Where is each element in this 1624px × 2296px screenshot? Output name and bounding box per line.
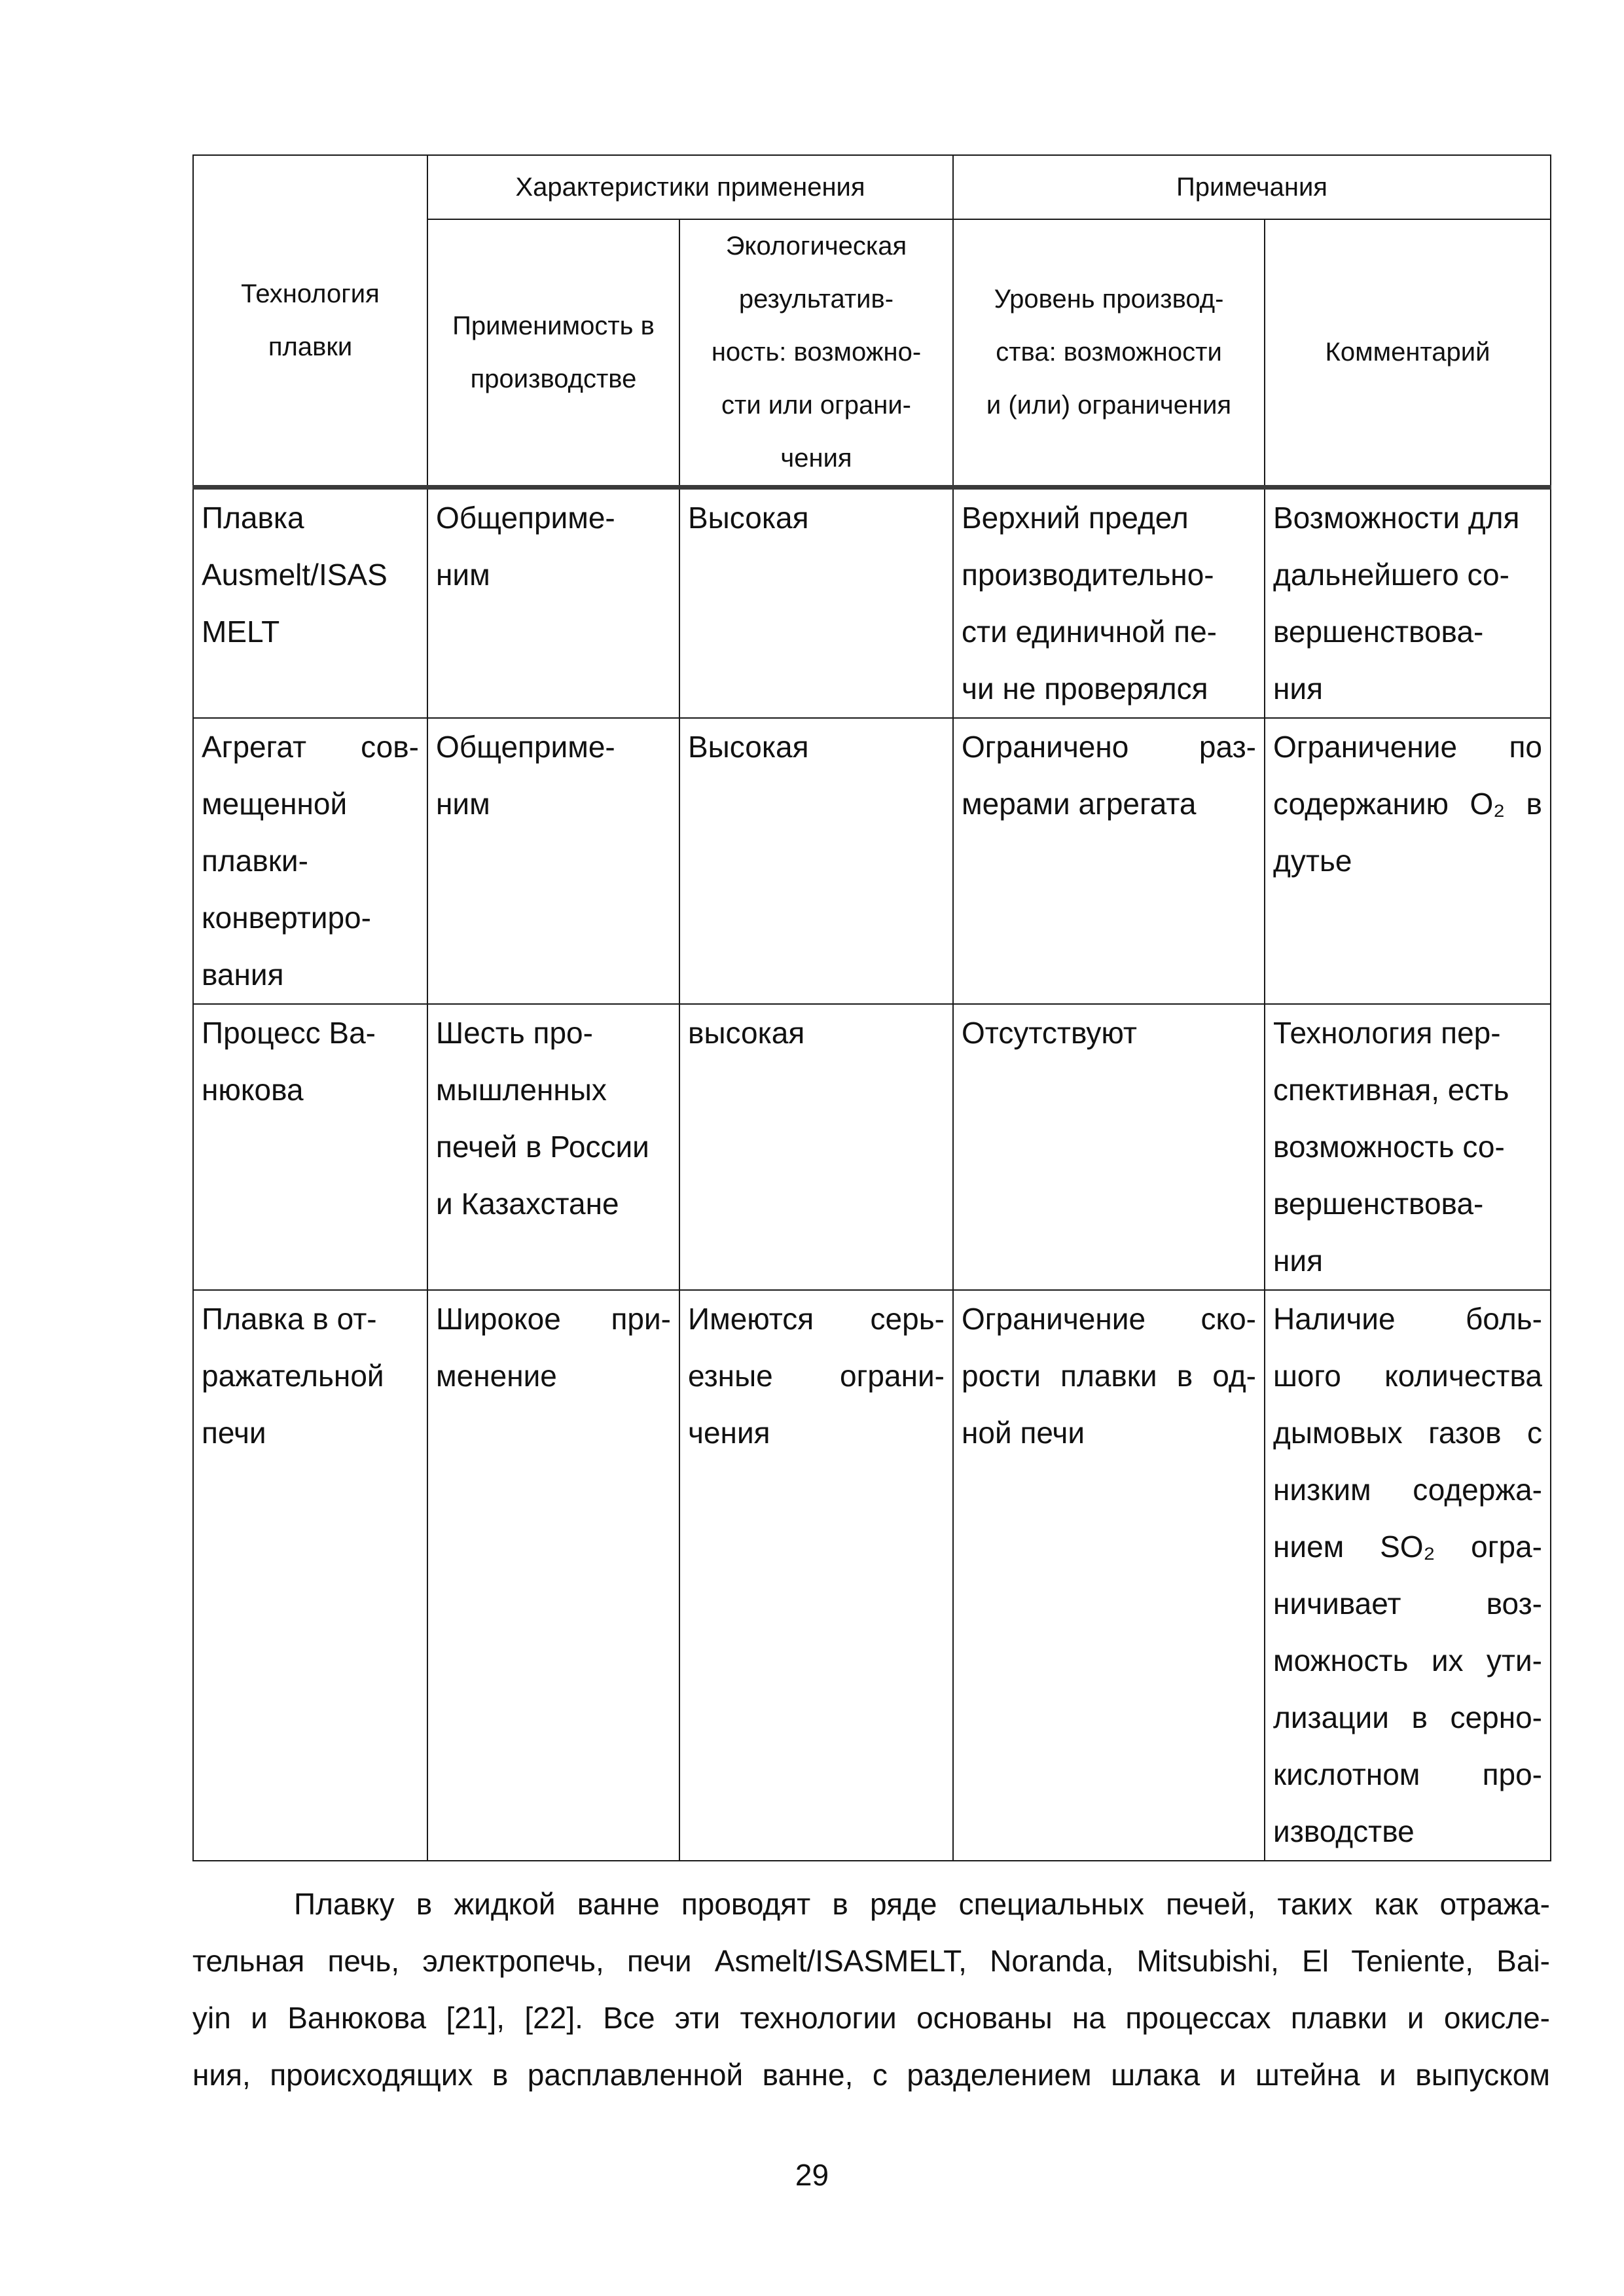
cell-applicability [427,1004,679,1290]
cell-line: нюкова [202,1073,304,1107]
cell-line: рости плавки в од- [962,1359,1256,1393]
cell-line: ним [436,787,490,821]
cell-line: вания [202,958,284,992]
cell-line: ничивает воз- [1273,1587,1542,1621]
cell-line: Шесть про- [436,1016,593,1050]
table-row [193,1290,1551,1861]
cell-line: Имеются серь- [688,1302,945,1336]
cell-line: Ограничено раз- [962,730,1256,764]
cell-line: дальнейшего со- [1273,558,1509,592]
cell-line: мышленных [436,1073,607,1107]
header-line: и (или) ограничения [986,391,1232,420]
cell-line: Высокая [688,501,809,535]
cell-line: вершенствова- [1273,1187,1484,1221]
cell-applicability [427,488,679,719]
cell-comment [1265,1004,1551,1290]
cell-ecology [679,1004,953,1290]
cell-comment [1265,1290,1551,1861]
cell-line: Широкое при- [436,1302,671,1336]
comparison-table [192,154,1551,1861]
page-number: 29 [795,2158,829,2192]
header-line: Применимость в [452,311,655,340]
cell-line: мерами агрегата [962,787,1197,821]
cell-line: Общеприме- [436,730,615,764]
cell-line: Ограничение по [1273,730,1542,764]
paragraph-line: тельная печь, электропечь, печи Asmelt/ISASMELT, Noranda, Mitsubishi, El Teniente, Bai- [192,1944,1550,1978]
header-line: производстве [470,364,637,393]
cell-line: печи [202,1416,266,1450]
cell-line: производительно- [962,558,1214,592]
header-ecology [679,219,953,488]
header-applicability [427,219,679,488]
table-row [193,718,1551,1004]
header-line: Комментарий [1325,338,1490,367]
table-row [193,488,1551,719]
cell-productivity [953,1290,1265,1861]
cell-line: дымовых газов с [1273,1416,1542,1450]
cell-line: Возможности для [1273,501,1520,535]
cell-line: сти единичной пе- [962,615,1217,649]
cell-line: ной печи [962,1416,1085,1450]
header-line: Технология [241,279,380,308]
cell-line: можность их ути- [1273,1643,1542,1677]
header-line: результатив- [738,285,894,314]
header-line: Экологическая [725,232,907,260]
header-group-notes: Примечания [953,155,1551,219]
cell-technology [193,718,427,1004]
cell-line: чи не проверялся [962,672,1208,706]
cell-line: менение [436,1359,557,1393]
header-group-characteristics: Характеристики применения [427,155,953,219]
cell-line: шого количества [1273,1359,1542,1393]
cell-line: нием SO₂ огра- [1273,1530,1542,1564]
cell-line: дутье [1273,844,1352,878]
header-comment [1265,219,1551,488]
cell-comment [1265,718,1551,1004]
cell-line: Агрегат сов- [202,730,419,764]
paragraph-line: ния, происходящих в расплавленной ванне, с разделением шлака и штейна и выпуском [192,2058,1550,2092]
cell-technology [193,1290,427,1861]
cell-line: лизации в серно- [1273,1700,1542,1734]
cell-applicability [427,718,679,1004]
header-line: ность: возможно- [711,338,922,367]
cell-line: мещенной [202,787,348,821]
cell-line: возможность со- [1273,1130,1505,1164]
cell-line: низким содержа- [1273,1473,1542,1507]
cell-line: Высокая [688,730,809,764]
cell-line: конвертиро- [202,901,371,935]
header-row-groups [193,155,1551,219]
cell-technology [193,1004,427,1290]
cell-line: Ограничение ско- [962,1302,1256,1336]
cell-line: печей в России [436,1130,649,1164]
cell-line: ним [436,558,490,592]
cell-line: Наличие боль- [1273,1302,1542,1336]
cell-line: плавки- [202,844,308,878]
cell-productivity [953,1004,1265,1290]
cell-line: Верхний предел [962,501,1189,535]
header-technology [193,155,427,488]
cell-line: Процесс Ва- [202,1016,376,1050]
cell-ecology [679,1290,953,1861]
header-line: сти или ограни- [721,391,911,420]
cell-line: Технология пер- [1273,1016,1501,1050]
cell-comment [1265,488,1551,719]
body-paragraph [192,1876,1550,2104]
cell-line: вершенствова- [1273,615,1484,649]
paragraph-line: Плавку в жидкой ванне проводят в ряде специальных печей, таких как отража- [294,1887,1550,1921]
cell-line: Общеприме- [436,501,615,535]
cell-productivity [953,718,1265,1004]
comparison-table-container [192,154,1550,1861]
table-row [193,1004,1551,1290]
cell-line: Ausmelt/ISAS [202,558,388,592]
cell-line: содержанию O₂ в [1273,787,1542,821]
cell-line: Плавка в от- [202,1302,377,1336]
header-line: ства: возможности [996,338,1222,367]
cell-line: ния [1273,672,1324,706]
cell-technology [193,488,427,719]
cell-line: езные ограни- [688,1359,945,1393]
cell-ecology [679,718,953,1004]
cell-line: Плавка [202,501,304,535]
cell-line: Отсутствуют [962,1016,1137,1050]
cell-productivity [953,488,1265,719]
header-line: плавки [268,332,353,361]
cell-line: чения [688,1416,770,1450]
cell-ecology [679,488,953,719]
paragraph-line: yin и Ванюкова [21], [22]. Все эти технологии основаны на процессах плавки и окисле- [192,2001,1550,2035]
cell-line: ражательной [202,1359,384,1393]
header-line: чения [780,444,852,473]
cell-line: спективная, есть [1273,1073,1509,1107]
cell-line: и Казахстане [436,1187,619,1221]
cell-applicability [427,1290,679,1861]
header-line: Уровень производ- [994,285,1224,314]
cell-line: ния [1273,1244,1324,1278]
cell-line: кислотном про- [1273,1757,1542,1791]
cell-line: изводстве [1273,1814,1415,1848]
header-productivity [953,219,1265,488]
cell-line: MELT [202,615,280,649]
cell-line: высокая [688,1016,805,1050]
